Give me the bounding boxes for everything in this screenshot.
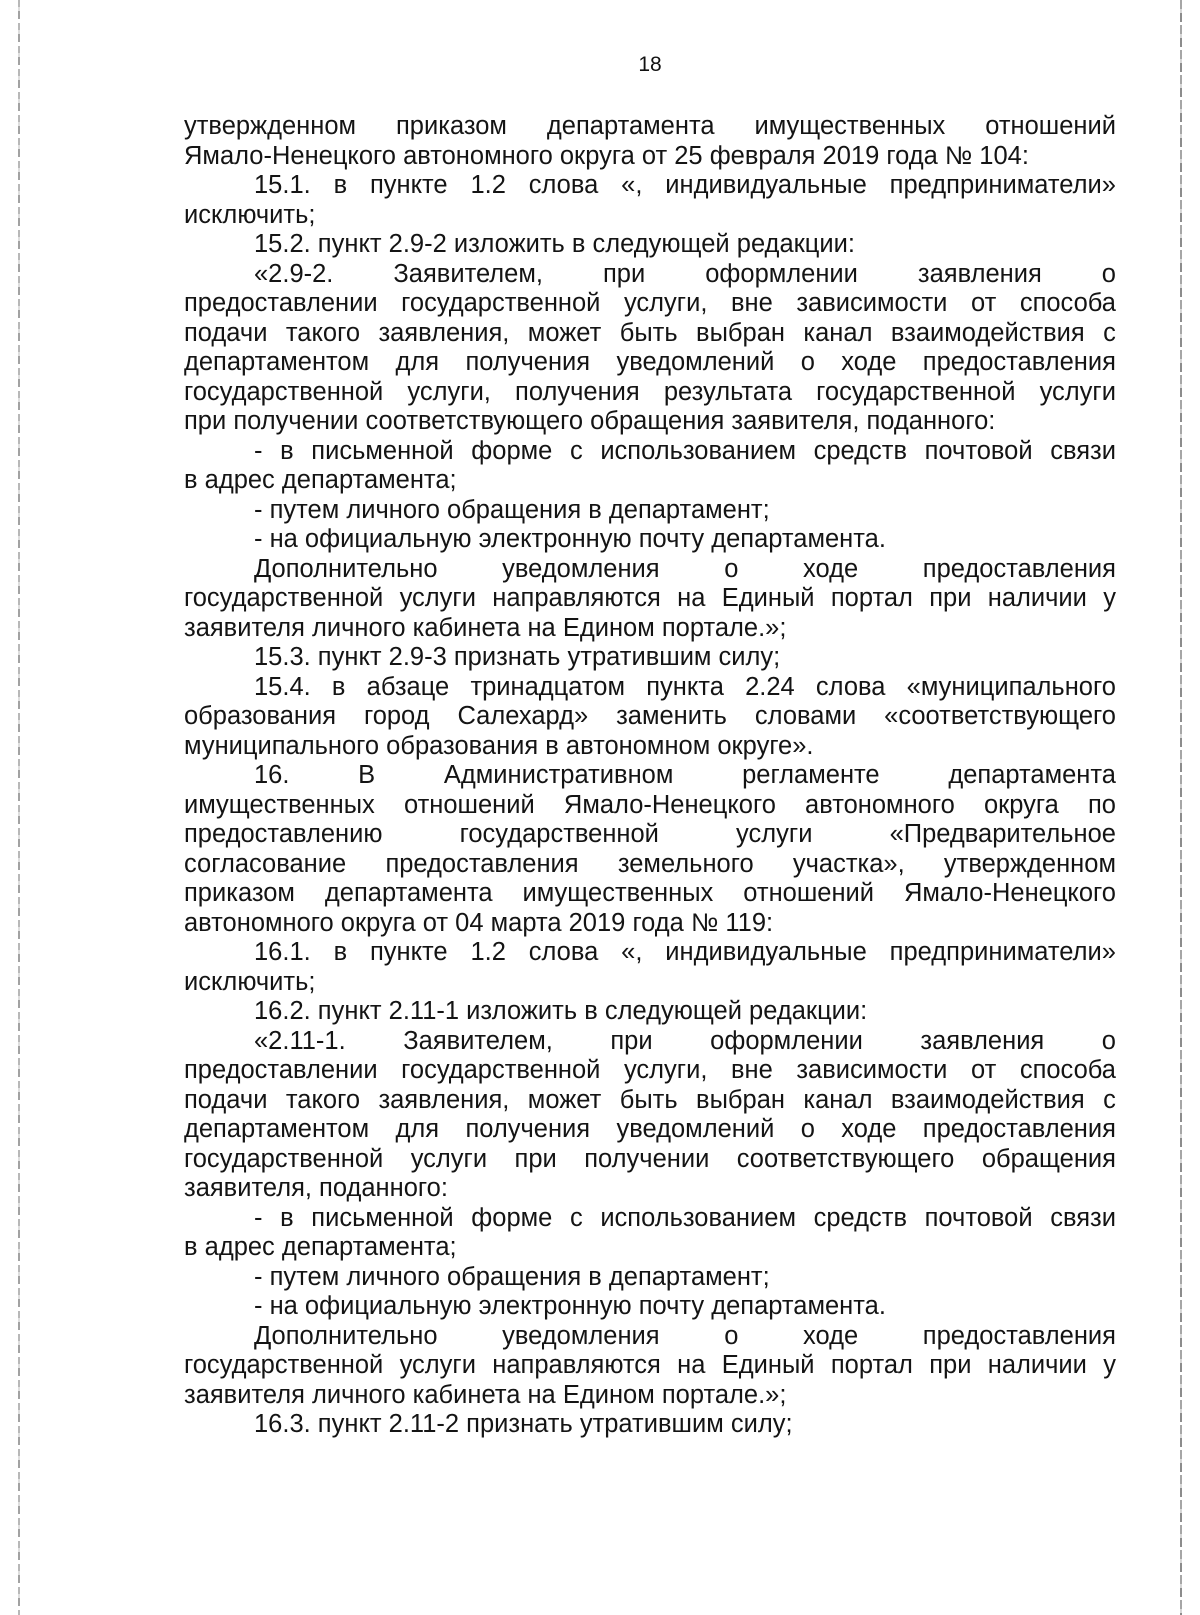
text-line: предоставлению государственной услуги «Предварительное [184, 820, 1116, 848]
text-line: автономного округа от 04 марта 2019 года № 119: [184, 908, 774, 937]
text-line: - на официальную электронную почту департамента. [254, 1292, 886, 1320]
text-line: при получении соответствующего обращения заявителя, поданного: [184, 407, 996, 435]
text-line: имущественных отношений Ямало-Ненецкого автономного округа по [184, 790, 1116, 819]
text-line: - путем личного обращения в департамент; [254, 1262, 770, 1291]
text-line: департаментом для получения уведомлений о ходе предоставления [184, 348, 1116, 376]
text-line: подачи такого заявления, может быть выбран канал взаимодействия с [184, 1085, 1116, 1114]
text-line: - в письменной форме с использованием средств почтовой связи [254, 1203, 1116, 1232]
text-line: «2.11-1. Заявителем, при оформлении заявления о [254, 1026, 1116, 1055]
text-line: департаментом для получения уведомлений о ходе предоставления [184, 1115, 1116, 1143]
text-line: государственной услуги направляются на Единый портал при наличии у [184, 1351, 1116, 1379]
text-line: - путем личного обращения в департамент; [254, 495, 770, 524]
text-line: Дополнительно уведомления о ходе предоставления [254, 554, 1116, 583]
scan-left-edge [18, 0, 20, 1615]
text-line: - на официальную электронную почту департамента. [254, 525, 886, 553]
text-line: государственной услуги направляются на Единый портал при наличии у [184, 584, 1116, 612]
text-line: 15.3. пункт 2.9-3 признать утратившим силу; [254, 643, 781, 671]
text-line: 16. В Административном регламенте департамента [254, 761, 1116, 789]
scan-right-edge [1180, 0, 1182, 1615]
text-line: образования город Салехард» заменить словами «соответствующего [184, 702, 1116, 730]
page-number: 18 [638, 53, 662, 76]
text-line: 15.2. пункт 2.9-2 изложить в следующей редакции: [254, 230, 855, 258]
text-line: государственной услуги, получения результата государственной услуги [184, 377, 1116, 406]
text-line: Ямало-Ненецкого автономного округа от 25 февраля 2019 года № 104: [184, 141, 1029, 170]
text-line: Дополнительно уведомления о ходе предоставления [254, 1321, 1116, 1350]
text-line: утвержденном приказом департамента имущественных отношений [184, 112, 1116, 140]
text-line: 16.3. пункт 2.11-2 признать утратившим силу; [254, 1410, 793, 1438]
text-line: 15.1. в пункте 1.2 слова «, индивидуальные предприниматели» [254, 171, 1116, 199]
text-line: заявителя, поданного: [184, 1174, 448, 1202]
text-line: заявителя личного кабинета на Едином портале.»; [184, 613, 787, 642]
text-line: государственной услуги при получении соответствующего обращения [184, 1144, 1116, 1173]
text-line: согласование предоставления земельного участка», утвержденном [184, 849, 1116, 878]
document-body [184, 112, 1116, 1440]
text-line: исключить; [184, 200, 316, 229]
text-line: подачи такого заявления, может быть выбран канал взаимодействия с [184, 318, 1116, 347]
text-line: предоставлении государственной услуги, вне зависимости от способа [184, 289, 1116, 317]
text-line: заявителя личного кабинета на Едином портале.»; [184, 1380, 787, 1409]
text-line: в адрес департамента; [184, 1233, 457, 1261]
text-line: 16.1. в пункте 1.2 слова «, индивидуальные предприниматели» [254, 938, 1116, 966]
text-line: в адрес департамента; [184, 466, 457, 494]
text-line: муниципального образования в автономном округе». [184, 731, 814, 760]
text-line: «2.9-2. Заявителем, при оформлении заявления о [254, 259, 1116, 288]
text-line: 16.2. пункт 2.11-1 изложить в следующей редакции: [254, 997, 868, 1025]
text-line: приказом департамента имущественных отношений Ямало-Ненецкого [184, 879, 1116, 907]
text-line: 15.4. в абзаце тринадцатом пункта 2.24 слова «муниципального [254, 672, 1116, 701]
text-line: - в письменной форме с использованием средств почтовой связи [254, 436, 1116, 465]
text-line: исключить; [184, 967, 316, 996]
text-line: предоставлении государственной услуги, вне зависимости от способа [184, 1056, 1116, 1084]
